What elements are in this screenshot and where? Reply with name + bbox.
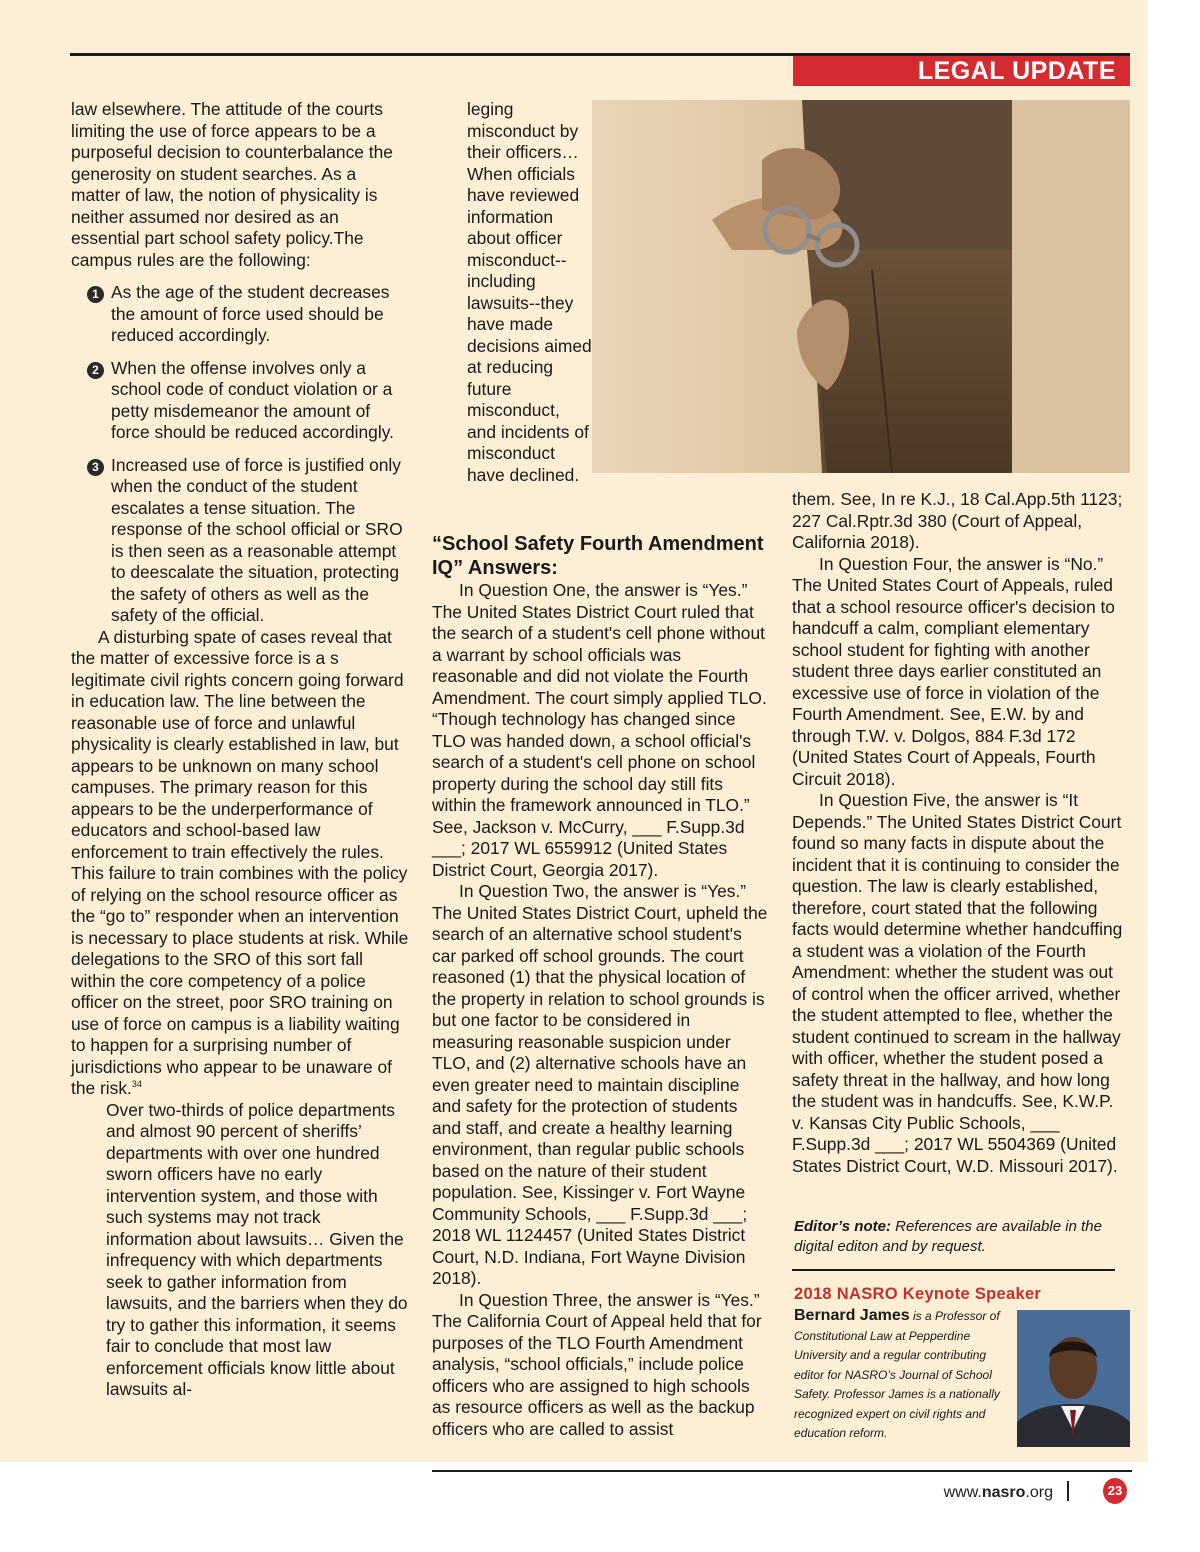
author-headshot [1017,1310,1130,1447]
url-domain: nasro [981,1484,1026,1501]
answer-four: In Question Four, the answer is “No.” The United States Court of Appeals, ruled that a school resource officer's decision to handcuff a calm, compliant elementary school student for fighting with another student three days earlier constituted an excessive use of force in violation of the Fourth Amendment. See, E.W. by and through T.W. v. Dolgos, 884 F.3d 172 (United States Court of Appeals, Fourth Circuit 2018). [792,553,1115,789]
rule-item-2 [71,358,409,444]
page-number: 23 [1103,1478,1127,1504]
number-3-icon: 3 [87,459,104,476]
section-banner: LEGAL UPDATE [793,56,1130,86]
column-2 [432,532,770,1440]
quote-continuation: leging misconduct by their officers… When officials have reviewed information about officer misconduct--including lawsuits--they have made decisions aimed at reducing future misconduct, and incidents of misconduct have declined. [467,99,592,485]
answer-three: In Question Three, the answer is “Yes.” The California Court of Appeal held that for purposes of the TLO Fourth Amendment analysis, “school officials,” include police officers who are assigned to high schools as resource officers as well as the backup officers who are called to assist [432,1289,762,1439]
handcuffs-photo [592,100,1130,473]
number-1-icon: 1 [87,286,104,303]
rule-text: As the age of the student decreases the amount of force used should be reduced accordingly. [111,282,390,345]
bio-text: is a Professor of Constitutional Law at Pepperdine University and a regular contributing editor for NASRO’s Journal of School Safety. Professor James is a nationally recognized expert on civil rights and education reform. [794,1309,1000,1440]
editor-note [794,1217,1114,1257]
person-icon [1017,1310,1130,1447]
number-2-icon: 2 [87,362,104,379]
body-paragraph [71,627,409,1100]
editor-rule [792,1269,1115,1271]
rule-item-1 [71,282,409,347]
handcuffs-icon [592,100,1130,473]
editor-note-label: Editor’s note: [794,1218,891,1235]
author-bio [794,1306,1010,1444]
block-quote: Over two-thirds of police departments and almost 90 percent of sheriffs’ departments with over one hundred sworn officers have no early intervention system, and those with such systems may not track information about lawsuits… Given the infrequency with which departments seek to gather information from lawsuits, and the barriers when they do try to gather this information, it seems fair to conclude that most law enforcement officials know little about lawsuits al- [106,1099,408,1399]
keynote-title: 2018 NASRO Keynote Speaker [794,1285,1042,1303]
editor-note-text: References are available in the digital editon and by request. [794,1218,1102,1255]
author-name: Bernard James [794,1307,910,1324]
answer-two: In Question Two, the answer is “Yes.” The United States District Court, upheld the search of an alternative school student's car parked off school grounds. The court reasoned (1) that the physical location of the property in relation to school grounds is but one factor to be considered in measuring reasonable suspicion under TLO, and (2) alternative schools have an even greater need to maintain discipline and safety for the protection of students and staff, and create a healthy learning environment, than regular public schools based on the nature of their student population. See, Kissinger v. Fort Wayne Community Schools, ___ F.Supp.3d ___; 2018 WL 1124457 (United States District Court, N.D. Indiana, Fort Wayne Division 2018). [432,881,768,1288]
intro-paragraph: law elsewhere. The attitude of the courts limiting the use of force appears to be a purposeful decision to counterbalance the generosity on student searches. As a matter of law, the notion of physicality is neither assumed nor desired as an essential part school safety policy.The campus rules are the following: [71,99,393,270]
column-1 [71,99,409,1401]
footnote-ref: 34 [131,1079,142,1090]
paragraph-text: A disturbing spate of cases reveal that the matter of excessive force is a s legitimate civil rights concern going forward in education law. The line between the reasonable use of force and unlawful physicality is clearly established in law, but appears to be unknown on many school campuses. The primary reason for this appears to be the underperformance of educators and school-based law enforcement to train effectively the rules. This failure to train combines with the policy of relying on the school resource officer as the “go to” responder when an intervention is necessary to place students at risk. While delegations to the SRO of this sort fall within the core competency of a police officer on the street, poor SRO training on use of force on campus is a liability waiting to happen for a surprising number of jurisdictions who appear to be unaware of the risk. [71,626,409,1098]
website-url[interactable] [898,1484,1053,1502]
rule-text: When the offense involves only a school code of conduct violation or a petty misdemeanor the amount of force should be reduced accordingly. [111,357,394,442]
column-3 [792,489,1130,1177]
answers-heading: “School Safety Fourth Amendment IQ” Answers: [432,533,764,579]
url-prefix: www. [943,1484,982,1501]
footer-divider [1067,1481,1069,1501]
url-suffix: .org [1025,1484,1053,1501]
answer-one: In Question One, the answer is “Yes.” The United States District Court ruled that the search of a student's cell phone without a warrant by school officials was reasonable and did not violate the Fourth Amendment. The court simply applied TLO. “Though technology has changed since TLO was handed down, a school official's search of a student's cell phone on school property during the school day still fits within the framework announced in TLO.” See, Jackson v. McCurry, ___ F.Supp.3d ___; 2017 WL 6559912 (United States District Court, Georgia 2017). [432,580,767,880]
answer-five: In Question Five, the answer is “It Depends.” The United States District Court found so many facts in dispute about the incident that it is continuing to consider the question. The law is clearly established, therefore, court stated that the following facts would determine whether handcuffing a student was a violation of the Fourth Amendment: whether the student was out of control when the officer arrived, whether the student attempted to flee, whether the student continued to scream in the hallway with officer, whether the student posed a safety threat in the hallway, and how long the student was in handcuffs. See, K.W.P. v. Kansas City Public Schools, ___ F.Supp.3d ___; 2017 WL 5504369 (United States District Court, W.D. Missouri 2017). [792,790,1123,1176]
rule-text: Increased use of force is justified only when the conduct of the student escalates a tense situation. The response of the school official or SRO is then seen as a reasonable attempt to deescalate the situation, protecting the safety of others as well as the safety of the official. [111,454,403,625]
bottom-rule [432,1470,1132,1472]
rule-item-3 [71,455,409,627]
answer-three-cont: them. See, In re K.J., 18 Cal.App.5th 1123; 227 Cal.Rptr.3d 380 (Court of Appeal, California 2018). [792,489,1123,552]
